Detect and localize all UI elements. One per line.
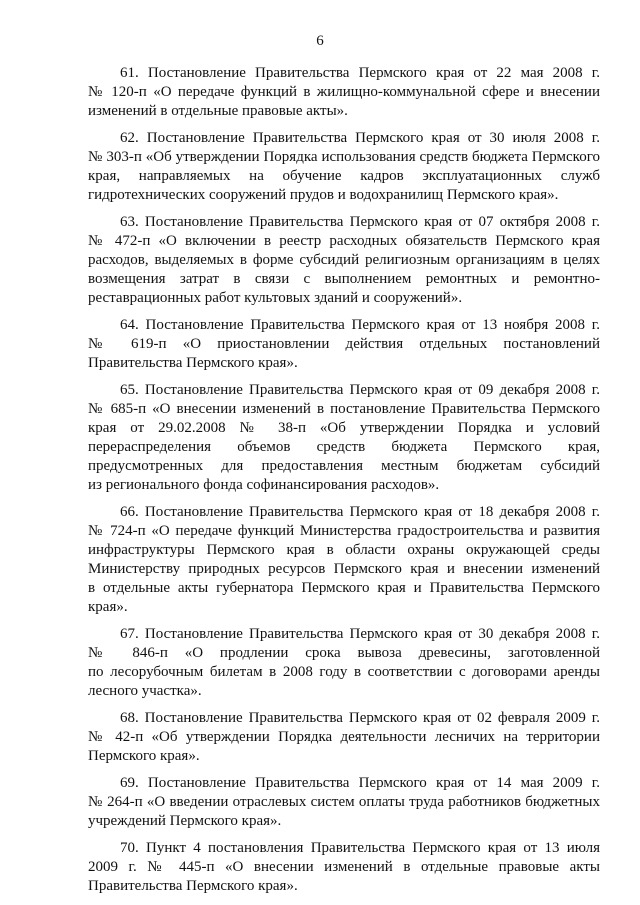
text-line: № 846-п «О продлении срока вывоза древесины, заготовленной [88, 645, 600, 661]
text-line: лесного участка». [88, 683, 202, 699]
text-line: № 724-п «О передаче функций Министерства градостроительства и развития [88, 523, 600, 539]
list-item [88, 64, 600, 121]
text-line: 70. Пункт 4 постановления Правительства Пермского края от 13 июля [120, 840, 600, 856]
text-line: № 42-п «Об утверждении Порядка деятельности лесничих на территории [88, 729, 600, 745]
text-line: № 120-п «О передаче функций в жилищно-коммунальной сфере и внесении [88, 84, 600, 100]
text-line: № 264-п «О введении отраслевых систем оплаты труда работников бюджетных [88, 794, 600, 810]
text-line: № 303-п «Об утверждении Порядка использования средств бюджета Пермского [88, 149, 600, 165]
text-line: учреждений Пермского края». [88, 813, 282, 829]
list-item [88, 381, 600, 495]
list-item [88, 709, 600, 766]
text-line: 67. Постановление Правительства Пермского края от 30 декабря 2008 г. [120, 626, 600, 642]
text-line: 2009 г. № 445-п «О внесении изменений в отдельные правовые акты [88, 859, 600, 875]
text-line: 65. Постановление Правительства Пермского края от 09 декабря 2008 г. [120, 382, 600, 398]
text-line: предусмотренных для предоставления местным бюджетам субсидий [88, 458, 600, 474]
text-line: изменений в отдельные правовые акты». [88, 103, 348, 119]
text-line: Правительства Пермского края». [88, 355, 298, 371]
page-number: 6 [316, 33, 324, 49]
list-item [88, 129, 600, 205]
text-line: 63. Постановление Правительства Пермского края от 07 октября 2008 г. [120, 214, 600, 230]
text-line: № 472-п «О включении в реестр расходных обязательств Пермского края [88, 233, 600, 249]
text-line: гидротехнических сооружений прудов и водохранилищ Пермского края». [88, 187, 559, 203]
text-line: 62. Постановление Правительства Пермского края от 30 июля 2008 г. [120, 130, 600, 146]
list-item [88, 625, 600, 701]
list-item [88, 503, 600, 617]
text-line: Правительства Пермского края». [88, 878, 298, 894]
text-line: № 685-п «О внесении изменений в постановление Правительства Пермского [88, 401, 600, 417]
text-line: по лесорубочным билетам в 2008 году в соответствии с договорами аренды [88, 664, 600, 680]
text-line: 64. Постановление Правительства Пермского края от 13 ноября 2008 г. [120, 317, 600, 333]
text-line: края». [88, 599, 128, 615]
document-body [88, 64, 600, 904]
text-line: из регионального фонда софинансирования расходов». [88, 477, 440, 493]
text-line: 61. Постановление Правительства Пермского края от 22 мая 2008 г. [120, 65, 600, 81]
text-line: Министерству природных ресурсов Пермского края и внесении изменений [88, 561, 600, 577]
text-line: перераспределения объемов средств бюджета Пермского края, [88, 439, 600, 455]
text-line: № 619-п «О приостановлении действия отдельных постановлений [88, 336, 600, 352]
list-item [88, 839, 600, 896]
text-line: возмещения затрат в связи с выполнением ремонтных и ремонтно- [88, 271, 600, 287]
text-line: в отдельные акты губернатора Пермского края и Правительства Пермского [88, 580, 600, 596]
text-line: 68. Постановление Правительства Пермского края от 02 февраля 2009 г. [120, 710, 600, 726]
text-line: 69. Постановление Правительства Пермского края от 14 мая 2009 г. [120, 775, 600, 791]
text-line: инфраструктуры Пермского края в области охраны окружающей среды [88, 542, 600, 558]
text-line: Пермского края». [88, 748, 200, 764]
text-line: 66. Постановление Правительства Пермского края от 18 декабря 2008 г. [120, 504, 600, 520]
text-line: расходов, выделяемых в форме субсидий религиозным организациям в целях [88, 252, 600, 268]
text-line: края от 29.02.2008 № 38-п «Об утверждении Порядка и условий [88, 420, 600, 436]
text-line: реставрационных работ культовых зданий и сооружений». [88, 290, 463, 306]
list-item [88, 774, 600, 831]
list-item [88, 213, 600, 308]
list-item [88, 316, 600, 373]
text-line: края, направляемых на обучение кадров эксплуатационных служб [88, 168, 600, 184]
